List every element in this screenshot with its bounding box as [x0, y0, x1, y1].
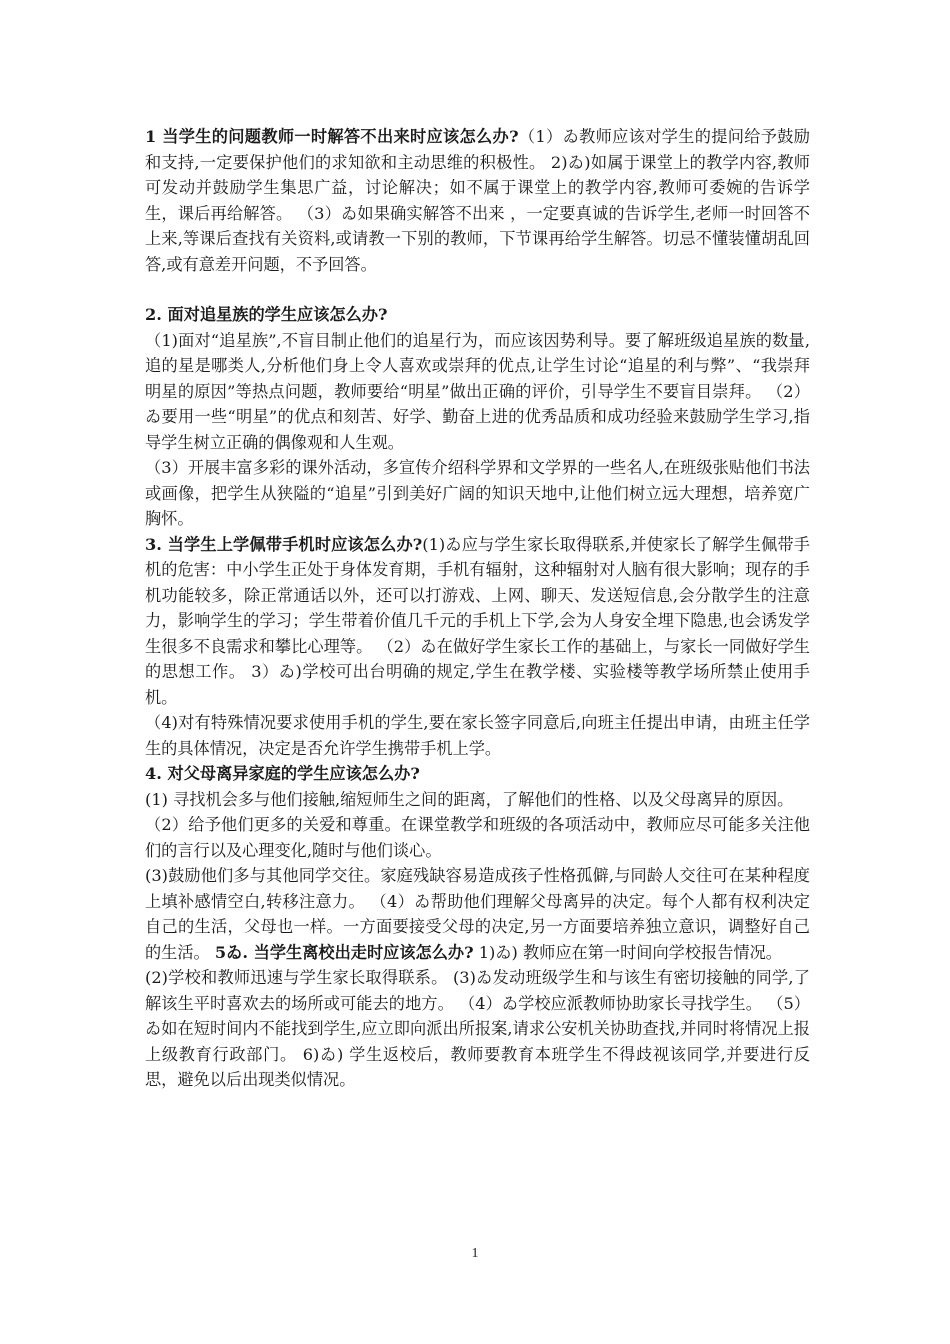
answer-5-paragraph-2: (2)学校和教师迅速与学生家长取得联系。 (3)ゐ发动班级学生和与该生有密切接触的同学,了解该生平时喜欢去的场所或可能去的地方。 （4）ゐ学校应派教师协助家长寻找学生。 （5）ゐ如在短时间内不能找到学生,应立即向派出所报案,请求公安机关协助查找,并同时将情况上报上级教育行政部门。 6)ゐ) 学生返校后，教师要教育本班学生不得歧视该同学,并要进行反思，避免以后出现类似情况。 [145, 968, 810, 1089]
answer-3-paragraph-2: （4)对有特殊情况要求使用手机的学生,要在家长签字同意后,向班主任提出申请，由班主任学生的具体情况，决定是否允许学生携带手机上学。 [145, 713, 810, 758]
answer-4-paragraph-1: (1) 寻找机会多与他们接触,缩短师生之间的距离，了解他们的性格、以及父母离异的原因。 [145, 789, 794, 809]
question-5-heading: 5ゐ. 当学生离校出走时应该怎么办? [214, 942, 474, 962]
answer-2-paragraph-1: （1)面对“追星族”,不盲目制止他们的追星行为，而应该因势利导。要了解班级追星族的数量,追的星是哪类人,分析他们身上令人喜欢或崇拜的优点,让学生讨论“追星的利与弊”、“我崇拜明星的原因”等热点问题，教师要给“明星”做出正确的评价，引导学生不要盲目崇拜。 （2）ゐ要用一些“明星”的优点和刻苦、好学、勤奋上进的优秀品质和成功经验来鼓励学生学习,指导学生树立正确的偶像观和人生观。 [145, 330, 810, 452]
question-4-heading: 4. 对父母离异家庭的学生应该怎么办? [145, 764, 420, 783]
question-2-heading: 2. 面对追星族的学生应该怎么办? [145, 305, 388, 324]
answer-5-text: 1)ゐ) 教师应在第一时间向学校报告情况。 [478, 942, 782, 962]
answer-4-paragraph-2: （2）给予他们更多的关爱和尊重。在课堂教学和班级的各项活动中，教师应尽可能多关注他们的言行以及心理变化,随时与他们谈心。 [145, 815, 810, 860]
question-1-heading: 1 当学生的问题教师一时解答不出来时应该怎么办? [145, 127, 519, 146]
answer-1-text: （1）ゐ教师应该对学生的提问给予鼓励和支持,一定要保护他们的求知欲和主动思维的积极性。 2)ゐ)如属于课堂上的教学内容,教师可发动并鼓励学生集思广益，讨论解决；如不属于课堂上的教学内容,教师可委婉的告诉学生，课后再给解答。 （3）ゐ如果确实解答不出来 ，一定要真诚的告诉学生,老师一时回答不上来,等课后查找有关资料,或请教一下别的教师，下节课再给学生解答。切忌不懂装懂胡乱回答,或有意差开问题，不予回答。 [145, 127, 810, 274]
section-3 [145, 532, 810, 711]
answer-3-text: (1)ゐ应与学生家长取得联系,并使家长了解学生佩带手机的危害：中小学生正处于身体发育期，手机有辐射，这种辐射对人脑有很大影响；现存的手机功能较多，除正常通话以外，还可以打游戏、上网、聊天、发送短信息,会分散学生的注意力，影响学生的学习；学生带着价值几千元的手机上下学,会为人身安全埋下隐患,也会诱发学生很多不良需求和攀比心理等。 （2）ゐ在做好学生家长工作的基础上，与家长一同做好学生的思想工作。 3）ゐ)学校可出台明确的规定,学生在教学楼、实验楼等教学场所禁止使用手机。 [145, 534, 810, 707]
question-3-heading: 3. 当学生上学佩带手机时应该怎么办? [145, 534, 423, 554]
answer-2-paragraph-2: （3）开展丰富多彩的课外活动，多宣传介绍科学界和文学界的一些名人,在班级张贴他们书法或画像，把学生从狭隘的“追星”引到美好广阔的知识天地中,让他们树立远大理想，培养宽广胸怀。 [145, 458, 810, 528]
section-4-5 [145, 863, 810, 965]
document-body [145, 124, 810, 1093]
section-1 [145, 124, 810, 277]
paragraph-gap [145, 277, 810, 302]
page-number: 1 [471, 1246, 479, 1261]
answer-4-paragraph-3: (3)鼓励他们多与其他同学交往。家庭残缺容易造成孩子性格孤僻,与同龄人交往可在某种程度上填补感情空白,转移注意力。 （4）ゐ帮助他们理解父母离异的决定。每个人都有权利决定自己的生活，父母也一样。一方面要接受父母的决定,另一方面要培养独立意识，调整好自己的生活。 [145, 866, 810, 962]
